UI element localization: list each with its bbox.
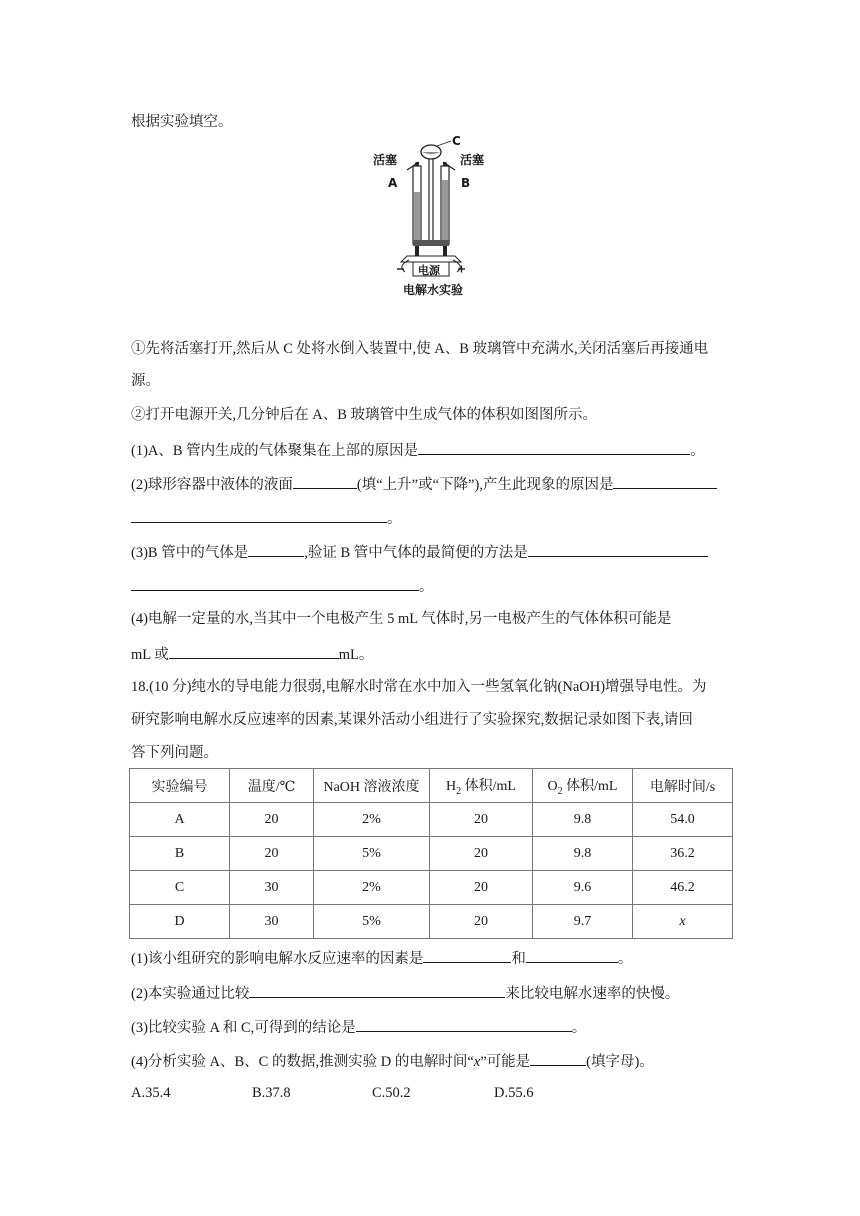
figure-label-b: B bbox=[461, 176, 471, 190]
table-cell: x bbox=[633, 905, 733, 939]
table-cell: 30 bbox=[230, 905, 314, 939]
table-cell: 46.2 bbox=[633, 871, 733, 905]
header-h2-volume: $H_2$ 体积/mL bbox=[430, 769, 533, 803]
header-naoh-concentration: NaOH 溶液浓度 bbox=[314, 769, 430, 803]
table-cell: 30 bbox=[230, 871, 314, 905]
option-b[interactable]: B.37.8 bbox=[252, 1085, 291, 1101]
q18-line3: 答下列问题。 bbox=[131, 745, 218, 761]
answer-blank[interactable] bbox=[356, 1016, 572, 1032]
header-o2-volume: $O_2$ 体积/mL bbox=[533, 769, 633, 803]
q17-part4-line2: mL 或 mL。 bbox=[131, 643, 373, 665]
q18-line1: 18.(10 分)纯水的导电能力很弱,电解水时常在水中加入一些氢氧化钠(NaOH)增强导电性。为 bbox=[131, 679, 707, 695]
answer-blank[interactable] bbox=[613, 473, 717, 489]
answer-blank[interactable] bbox=[418, 439, 690, 455]
intro-text: 根据实验填空。 bbox=[131, 114, 233, 130]
step2-text: ②打开电源开关,几分钟后在 A、B 玻璃管中生成气体的体积如图图所示。 bbox=[131, 407, 598, 423]
figure-label-valve-left: 活塞 bbox=[373, 153, 398, 167]
q18-part4: (4)分析实验 A、B、C 的数据,推测实验 D 的电解时间“x”可能是 (填字母)。 bbox=[131, 1050, 654, 1072]
figure-label-valve-right: 活塞 bbox=[460, 153, 485, 167]
table-row bbox=[130, 803, 733, 837]
table-row bbox=[130, 871, 733, 905]
figure-label-a: A bbox=[388, 176, 398, 190]
answer-blank[interactable] bbox=[423, 947, 511, 963]
table-cell: 9.8 bbox=[533, 837, 633, 871]
q18-part2: (2)本实验通过比较 来比较电解水速率的快慢。 bbox=[131, 982, 679, 1004]
answer-blank[interactable] bbox=[169, 643, 339, 659]
table-cell: 20 bbox=[430, 905, 533, 939]
q17-part2-line2: 。 bbox=[131, 507, 402, 529]
table-cell: A bbox=[130, 803, 230, 837]
answer-blank[interactable] bbox=[248, 541, 304, 557]
table-cell: 5% bbox=[314, 905, 430, 939]
table-row bbox=[130, 905, 733, 939]
q17-part1: (1)A、B 管内生成的气体聚集在上部的原因是 。 bbox=[131, 439, 705, 461]
table-cell: 20 bbox=[430, 871, 533, 905]
q17-part3-line2: 。 bbox=[131, 575, 434, 597]
figure-label-c: C bbox=[452, 134, 461, 148]
table-cell: B bbox=[130, 837, 230, 871]
step1-line1: ①先将活塞打开,然后从 C 处将水倒入装置中,使 A、B 玻璃管中充满水,关闭活塞后再接通电 bbox=[131, 341, 709, 357]
q17-part3-line1: (3)B 管中的气体是 ,验证 B 管中气体的最简便的方法是 bbox=[131, 541, 708, 563]
answer-blank[interactable] bbox=[131, 575, 419, 591]
table-cell: C bbox=[130, 871, 230, 905]
answer-blank[interactable] bbox=[249, 982, 505, 998]
table-header-row bbox=[130, 769, 733, 803]
table-cell: 9.8 bbox=[533, 803, 633, 837]
table-cell: 5% bbox=[314, 837, 430, 871]
answer-blank[interactable] bbox=[293, 473, 357, 489]
figure-label-power: 电源 bbox=[418, 264, 440, 277]
q18-line2: 研究影响电解水反应速率的因素,某课外活动小组进行了实验探究,数据记录如图下表,请回 bbox=[131, 712, 693, 728]
q18-part3: (3)比较实验 A 和 C,可得到的结论是 。 bbox=[131, 1016, 586, 1038]
table-cell: 9.7 bbox=[533, 905, 633, 939]
header-temperature: 温度/℃ bbox=[230, 769, 314, 803]
option-c[interactable]: C.50.2 bbox=[372, 1085, 411, 1101]
table-cell: 54.0 bbox=[633, 803, 733, 837]
header-experiment-id: 实验编号 bbox=[130, 769, 230, 803]
figure-caption: 电解水实验 bbox=[402, 283, 463, 297]
q18-part1: (1)该小组研究的影响电解水反应速率的因素是 和 。 bbox=[131, 947, 632, 969]
answer-blank[interactable] bbox=[131, 507, 387, 523]
option-d[interactable]: D.55.6 bbox=[494, 1085, 534, 1101]
q17-part4-line1: (4)电解一定量的水,当其中一个电极产生 5 mL 气体时,另一电极产生的气体体积可能是 bbox=[131, 611, 672, 627]
step1-line2: 源。 bbox=[131, 373, 160, 389]
answer-blank[interactable] bbox=[530, 1050, 586, 1066]
table-row bbox=[130, 837, 733, 871]
table-cell: 20 bbox=[230, 803, 314, 837]
table-cell: 2% bbox=[314, 803, 430, 837]
answer-blank[interactable] bbox=[526, 947, 618, 963]
header-electrolysis-time: 电解时间/s bbox=[633, 769, 733, 803]
option-a[interactable]: A.35.4 bbox=[131, 1085, 171, 1101]
table-cell: D bbox=[130, 905, 230, 939]
table-cell: 20 bbox=[430, 803, 533, 837]
experiment-data-table bbox=[129, 768, 733, 939]
table-cell: 36.2 bbox=[633, 837, 733, 871]
table-cell: 20 bbox=[230, 837, 314, 871]
answer-blank[interactable] bbox=[528, 541, 708, 557]
table-cell: 2% bbox=[314, 871, 430, 905]
table-cell: 20 bbox=[430, 837, 533, 871]
table-cell: 9.6 bbox=[533, 871, 633, 905]
q17-part2-line1: (2)球形容器中液体的液面 (填“上升”或“下降”),产生此现象的原因是 bbox=[131, 473, 717, 495]
